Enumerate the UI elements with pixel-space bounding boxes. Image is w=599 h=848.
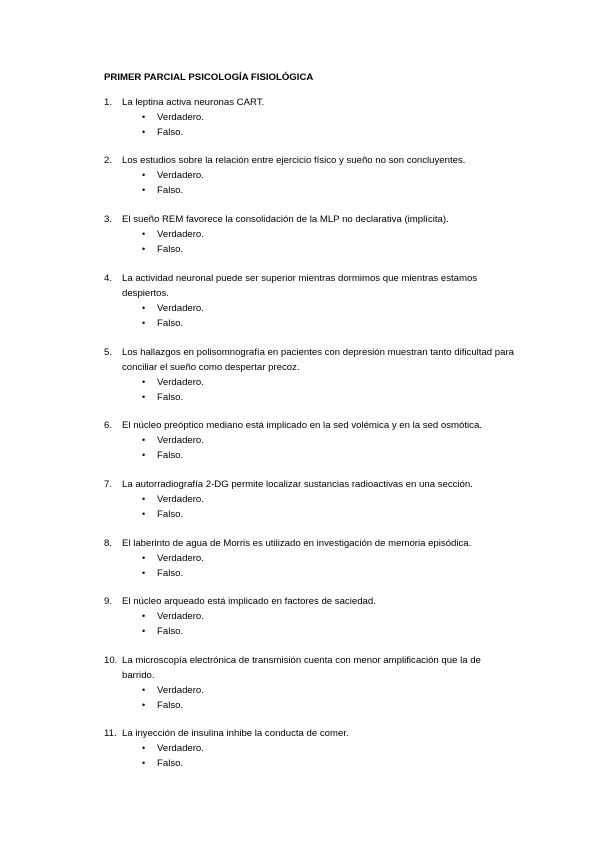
option-item[interactable]: [104, 492, 514, 507]
question-7: [104, 477, 514, 522]
option-label: Falso.: [157, 509, 184, 520]
option-item[interactable]: [104, 125, 514, 140]
option-item[interactable]: [104, 741, 514, 756]
option-label: Falso.: [157, 392, 184, 403]
option-item[interactable]: [104, 375, 514, 390]
question-text: La inyección de insulina inhibe la conducta de comer.: [122, 728, 349, 739]
question-text: La microscopía electrónica de transmisión cuenta con menor amplificación que la de barrido.: [122, 655, 481, 681]
bullet-icon: •: [142, 185, 146, 195]
question-number: 3.: [104, 214, 113, 225]
option-item[interactable]: [104, 316, 514, 331]
question-4: [104, 271, 514, 331]
options-list: [104, 741, 514, 771]
option-item[interactable]: [104, 507, 514, 522]
option-item[interactable]: [104, 624, 514, 639]
bullet-icon: •: [142, 318, 146, 328]
bullet-icon: •: [142, 112, 146, 122]
bullet-icon: •: [142, 743, 146, 753]
question-number: 6.: [104, 420, 113, 431]
question-number: 8.: [104, 538, 113, 549]
option-label: Verdadero.: [157, 229, 204, 240]
bullet-icon: •: [142, 303, 146, 313]
question-10: [104, 653, 514, 713]
question-3: [104, 212, 514, 257]
option-label: Falso.: [157, 127, 184, 138]
option-item[interactable]: [104, 683, 514, 698]
option-item[interactable]: [104, 110, 514, 125]
question-text: Los hallazgos en polisomnografía en pacientes con depresión muestran tanto dificultad para conciliar el sueño como despertar precoz.: [122, 347, 514, 373]
option-label: Verdadero.: [157, 685, 204, 696]
option-label: Falso.: [157, 318, 184, 329]
bullet-icon: •: [142, 700, 146, 710]
option-label: Verdadero.: [157, 553, 204, 564]
question-number: 4.: [104, 273, 113, 284]
option-label: Falso.: [157, 700, 184, 711]
option-item[interactable]: [104, 551, 514, 566]
option-label: Falso.: [157, 450, 184, 461]
bullet-icon: •: [142, 494, 146, 504]
question-text: La leptina activa neuronas CART.: [122, 97, 265, 108]
options-list: [104, 492, 514, 522]
option-label: Verdadero.: [157, 611, 204, 622]
option-label: Verdadero.: [157, 112, 204, 123]
question-11: [104, 726, 514, 771]
question-text: El sueño REM favorece la consolidación de la MLP no declarativa (implícita).: [122, 214, 449, 225]
option-item[interactable]: [104, 609, 514, 624]
question-text: La autorradiografía 2-DG permite localizar sustancias radioactivas en una sección.: [122, 479, 473, 490]
option-item[interactable]: [104, 390, 514, 405]
question-text: El núcleo arqueado está implicado en factores de saciedad.: [122, 596, 376, 607]
page-title: PRIMER PARCIAL PSICOLOGÍA FISIOLÓGICA: [104, 72, 314, 83]
option-item[interactable]: [104, 448, 514, 463]
option-item[interactable]: [104, 756, 514, 771]
question-5: [104, 345, 514, 405]
options-list: [104, 551, 514, 581]
option-label: Verdadero.: [157, 170, 204, 181]
option-item[interactable]: [104, 227, 514, 242]
option-item[interactable]: [104, 168, 514, 183]
bullet-icon: •: [142, 392, 146, 402]
option-label: Falso.: [157, 185, 184, 196]
option-item[interactable]: [104, 242, 514, 257]
options-list: [104, 110, 514, 140]
bullet-icon: •: [142, 553, 146, 563]
options-list: [104, 301, 514, 331]
options-list: [104, 168, 514, 198]
question-text: Los estudios sobre la relación entre ejercicio físico y sueño no son concluyentes.: [122, 155, 466, 166]
bullet-icon: •: [142, 611, 146, 621]
option-item[interactable]: [104, 301, 514, 316]
options-list: [104, 433, 514, 463]
options-list: [104, 227, 514, 257]
bullet-icon: •: [142, 127, 146, 137]
option-label: Falso.: [157, 626, 184, 637]
question-number: 11.: [104, 728, 117, 739]
question-8: [104, 536, 514, 581]
question-6: [104, 418, 514, 463]
question-number: 5.: [104, 347, 113, 358]
question-text: La actividad neuronal puede ser superior mientras dormimos que mientras estamos despiertos.: [122, 273, 478, 299]
option-item[interactable]: [104, 698, 514, 713]
question-text: El laberinto de agua de Morris es utilizado en investigación de memoria episódica.: [122, 538, 472, 549]
option-label: Verdadero.: [157, 435, 204, 446]
option-label: Falso.: [157, 758, 184, 769]
options-list: [104, 609, 514, 639]
option-label: Verdadero.: [157, 743, 204, 754]
option-item[interactable]: [104, 566, 514, 581]
bullet-icon: •: [142, 229, 146, 239]
question-number: 1.: [104, 97, 113, 108]
option-label: Verdadero.: [157, 494, 204, 505]
question-number: 7.: [104, 479, 113, 490]
option-label: Verdadero.: [157, 303, 204, 314]
options-list: [104, 375, 514, 405]
question-9: [104, 594, 514, 639]
option-label: Falso.: [157, 244, 184, 255]
bullet-icon: •: [142, 435, 146, 445]
question-number: 10.: [104, 655, 118, 666]
option-item[interactable]: [104, 183, 514, 198]
bullet-icon: •: [142, 626, 146, 636]
option-item[interactable]: [104, 433, 514, 448]
bullet-icon: •: [142, 170, 146, 180]
bullet-icon: •: [142, 568, 146, 578]
bullet-icon: •: [142, 244, 146, 254]
question-2: [104, 153, 514, 198]
bullet-icon: •: [142, 450, 146, 460]
bullet-icon: •: [142, 509, 146, 519]
question-number: 9.: [104, 596, 113, 607]
bullet-icon: •: [142, 685, 146, 695]
bullet-icon: •: [142, 758, 146, 768]
options-list: [104, 683, 514, 713]
option-label: Verdadero.: [157, 377, 204, 388]
question-text: El núcleo preóptico mediano está implicado en la sed volémica y en la sed osmótica.: [122, 420, 482, 431]
bullet-icon: •: [142, 377, 146, 387]
question-1: [104, 95, 514, 140]
question-number: 2.: [104, 155, 113, 166]
option-label: Falso.: [157, 568, 184, 579]
